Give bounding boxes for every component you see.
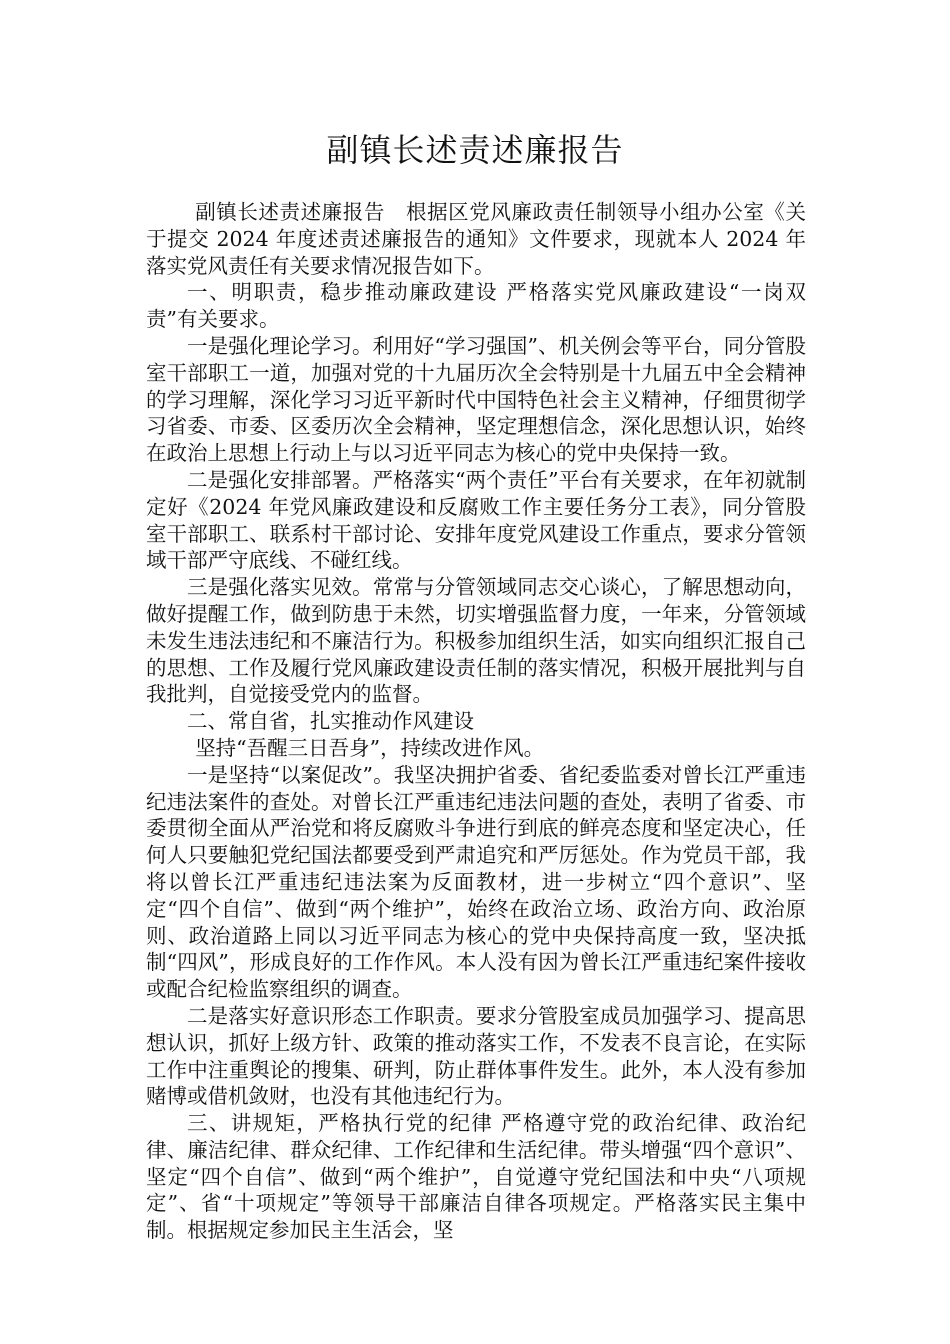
paragraph-section-1-heading: 一、明职责，稳步推动廉政建设 严格落实党风廉政建设“一岗双责”有关要求。 — [146, 280, 806, 332]
paragraph-ideology-duty: 二是落实好意识形态工作职责。要求分管股室成员加强学习、提高思想认识，抓好上级方针、政策的推动落实工作，不发表不良言论，在实际工作中注重舆论的搜集、研判，防止群体事件发生。此外，本人没有参加赌博或借机敛财，也没有其他违纪行为。 — [146, 1003, 806, 1109]
document-title: 副镇长述责述廉报告 — [326, 131, 624, 169]
document-body — [146, 199, 806, 1244]
paragraph-implementation: 三是强化落实见效。常常与分管领域同志交心谈心，了解思想动向，做好提醒工作，做到防患于未然，切实增强监督力度，一年来，分管领域未发生违法违纪和不廉洁行为。积极参加组织生活，如实向组织汇报自己的思想、工作及履行党风廉政建设责任制的落实情况，积极开展批判与自我批判，自觉接受党内的监督。 — [146, 575, 806, 707]
paragraph-section-3: 三、讲规矩，严格执行党的纪律 严格遵守党的政治纪律、政治纪律、廉洁纪律、群众纪律、工作纪律和生活纪律。带头增强“四个意识”、坚定“四个自信”、做到“两个维护”，自觉遵守党纪国法和中央“八项规定”、省“十项规定”等领导干部廉洁自律各项规定。严格落实民主集中制。根据规定参加民主生活会，坚 — [146, 1111, 806, 1243]
paragraph-self-reflection: 坚持“吾醒三日吾身”，持续改进作风。 — [195, 735, 545, 760]
paragraph-deployment: 二是强化安排部署。严格落实“两个责任”平台有关要求，在年初就制定好《2024 年党风廉政建设和反腐败工作主要任务分工表》，同分管股室干部职工、联系村干部讨论、安排年度党风建设工作重点，要求分管领域干部严守底线、不碰红线。 — [146, 467, 806, 573]
paragraph-section-2-heading: 二、常自省，扎实推动作风建设 — [187, 709, 474, 734]
paragraph-intro: 副镇长述责述廉报告 根据区党风廉政责任制领导小组办公室《关于提交 2024 年度述责述廉报告的通知》文件要求，现就本人 2024 年落实党风责任有关要求情况报告如下。 — [146, 200, 806, 278]
paragraph-theory-study: 一是强化理论学习。利用好“学习强国”、机关例会等平台，同分管股室干部职工一道，加强对党的十九届历次全会特别是十九届五中全会精神的学习理解，深化学习习近平新时代中国特色社会主义精神，仔细贯彻学习省委、市委、区委历次全会精神，坚定理想信念，深化思想认识，始终在政治上思想上行动上与以习近平同志为核心的党中央保持一致。 — [146, 333, 806, 466]
paragraph-case-reform: 一是坚持“以案促改”。我坚决拥护省委、省纪委监委对曾长江严重违纪违法案件的查处。对曾长江严重违纪违法问题的查处，表明了省委、市委贯彻全面从严治党和将反腐败斗争进行到底的鲜亮态度和坚定决心，任何人只要触犯党纪国法都要受到严肃追究和严厉惩处。作为党员干部，我将以曾长江严重违纪违法案为反面教材，进一步树立“四个意识”、坚定“四个自信”、做到“两个维护”，始终在政治立场、政治方向、政治原则、政治道路上同以习近平同志为核心的党中央保持高度一致，坚决抵制“四风”，形成良好的工作作风。本人没有因为曾长江严重违纪案件接收或配合纪检监察组织的调查。 — [146, 762, 806, 1002]
